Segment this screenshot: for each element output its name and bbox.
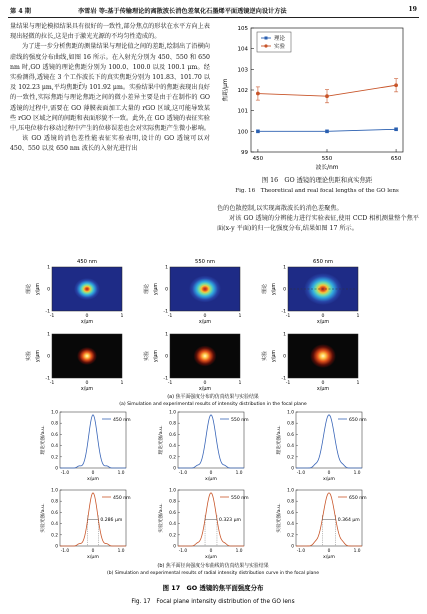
x-tick-label: 0 bbox=[85, 381, 89, 386]
y-axis-label: y/μm bbox=[36, 349, 41, 363]
data-point bbox=[394, 127, 398, 131]
x-axis-label: x/μm bbox=[87, 477, 99, 482]
y-tick-label: 0 bbox=[291, 544, 294, 550]
y-tick-label: 0.4 bbox=[169, 522, 176, 528]
y-tick-label: 0.8 bbox=[169, 499, 176, 505]
y-tick-label: 0.2 bbox=[287, 455, 294, 461]
y-tick-label: 0.4 bbox=[51, 522, 58, 528]
fig17-caption-en: Fig. 17 Focal plane intensity distribution of the GO lens bbox=[131, 599, 295, 605]
y-tick-label: 0.4 bbox=[169, 444, 176, 450]
y-axis-label: y/μm bbox=[272, 282, 277, 296]
row-label-experiment: 实验 bbox=[144, 350, 150, 362]
theory-focal-spot bbox=[189, 276, 221, 303]
experiment-focal-spot bbox=[194, 346, 217, 367]
x-tick-label: 450 bbox=[252, 156, 264, 162]
y-tick-label: -1 bbox=[163, 376, 168, 382]
body-text-left bbox=[10, 22, 210, 155]
y-tick-label: 102 bbox=[237, 88, 248, 94]
legend-label: 450 nm bbox=[113, 496, 131, 501]
x-tick-label: 0 bbox=[209, 549, 213, 554]
subcaption-b-cn: (b) 焦平面径向强度分布曲线的仿真结果与实验结果 bbox=[157, 563, 269, 569]
y-tick-label: 0.8 bbox=[287, 421, 294, 427]
data-point bbox=[325, 130, 329, 134]
x-axis-label: x/μm bbox=[323, 477, 335, 482]
y-axis-label-theory: 理论光强/a.u. bbox=[41, 425, 46, 455]
legend-label: 550 nm bbox=[231, 418, 249, 423]
y-tick-label: 0.6 bbox=[287, 432, 294, 438]
y-tick-label: 1.0 bbox=[51, 488, 58, 494]
y-tick-label: 105 bbox=[237, 26, 248, 32]
x-axis-label: x/μm bbox=[205, 477, 217, 482]
y-tick-label: 0.6 bbox=[169, 432, 176, 438]
legend-label: 理论 bbox=[274, 36, 286, 42]
y-tick-label: 0 bbox=[55, 544, 58, 550]
y-tick-label: 0.6 bbox=[51, 510, 58, 516]
y-tick-label: -1 bbox=[45, 376, 50, 382]
y-tick-label: 1.0 bbox=[169, 488, 176, 494]
x-axis-label: x/μm bbox=[80, 387, 94, 392]
x-tick-label: -1 bbox=[285, 314, 291, 319]
x-tick-label: 0 bbox=[321, 314, 325, 319]
x-axis-label: x/μm bbox=[323, 555, 335, 560]
paragraph: 该 GO 透镜的消色差性能表征实验表明,设计的 GO 透镜可以对 450、550 以及 650 nm 波长的入射光进行出 bbox=[10, 135, 210, 153]
x-tick-label: 1.0 bbox=[353, 549, 361, 554]
x-tick-label: 550 bbox=[321, 156, 333, 162]
fig16-caption-cn: 图 16 GO 透镜的理论焦距和真实焦距 bbox=[261, 177, 373, 184]
y-tick-label: 101 bbox=[237, 108, 248, 115]
y-tick-label: 0 bbox=[55, 466, 58, 472]
x-tick-label: 1 bbox=[238, 314, 242, 319]
fig17-caption-cn: 图 17 GO 透镜的焦平面强度分布 bbox=[162, 584, 264, 592]
x-tick-label: 0 bbox=[327, 549, 331, 554]
fwhm-label: 0.323 μm bbox=[218, 518, 241, 523]
legend-label: 实验 bbox=[274, 44, 286, 50]
legend-label: 650 nm bbox=[349, 496, 367, 501]
y-axis-label: y/μm bbox=[154, 349, 159, 363]
y-tick-label: 1.0 bbox=[169, 410, 176, 416]
legend-label: 550 nm bbox=[231, 496, 249, 501]
data-point bbox=[394, 83, 398, 87]
subcaption-b-en: (b) Simulation and experimental results of radial intensity distribution curve in the focal plane bbox=[107, 571, 319, 576]
y-tick-label: 0.4 bbox=[287, 522, 294, 528]
x-tick-label: 0 bbox=[327, 471, 331, 476]
subcaption-a-cn: (a) 焦平面强度分布的仿真结果与实验结果 bbox=[167, 394, 259, 400]
y-tick-label: 0 bbox=[165, 354, 168, 360]
x-axis-label: x/μm bbox=[87, 555, 99, 560]
x-tick-label: -1.0 bbox=[178, 471, 188, 476]
running-title: 李雪岩 等:基于传输理论的离散波长消色差氧化石墨烯平面透镜逆向设计方法 bbox=[78, 8, 287, 15]
y-tick-label: 0.8 bbox=[287, 499, 294, 505]
x-tick-label: 1.0 bbox=[235, 471, 243, 476]
y-tick-label: 0 bbox=[173, 466, 176, 472]
y-tick-label: 0 bbox=[283, 354, 286, 360]
wavelength-label: 450 nm bbox=[77, 259, 97, 265]
y-tick-label: -1 bbox=[45, 309, 50, 315]
x-tick-label: 0 bbox=[91, 549, 95, 554]
y-tick-label: 0 bbox=[173, 544, 176, 550]
y-tick-label: 0.2 bbox=[169, 533, 176, 539]
x-tick-label: 1 bbox=[356, 314, 360, 319]
x-tick-label: 650 bbox=[390, 156, 402, 162]
x-tick-label: 1.0 bbox=[117, 549, 125, 554]
x-axis-label: 波长/nm bbox=[315, 165, 339, 171]
data-point bbox=[325, 94, 329, 98]
x-tick-label: -1 bbox=[285, 381, 291, 386]
x-tick-label: -1.0 bbox=[178, 549, 188, 554]
y-tick-label: 0.2 bbox=[51, 533, 58, 539]
y-tick-label: 1 bbox=[165, 332, 168, 338]
y-tick-label: 0.6 bbox=[169, 510, 176, 516]
theory-focal-spot bbox=[74, 278, 100, 300]
row-label-experiment: 实验 bbox=[26, 350, 32, 362]
x-tick-label: 1 bbox=[238, 381, 242, 386]
y-tick-label: -1 bbox=[281, 376, 286, 382]
y-tick-label: 0 bbox=[165, 287, 168, 293]
y-tick-label: 1.0 bbox=[287, 410, 294, 416]
x-tick-label: 1 bbox=[120, 381, 124, 386]
paragraph: 对该 GO 透镜的分辨能力进行实验表征,使用 CCD 相机测量整个焦平面(x-y 平面)的归一化强度分布,结果如图 17 所示。 bbox=[217, 215, 419, 233]
legend-marker bbox=[265, 37, 268, 40]
y-tick-label: 1 bbox=[47, 265, 50, 271]
x-tick-label: -1.0 bbox=[296, 471, 306, 476]
x-tick-label: 0 bbox=[85, 314, 89, 319]
y-tick-label: 0.2 bbox=[169, 455, 176, 461]
x-tick-label: 0 bbox=[321, 381, 325, 386]
y-tick-label: 0 bbox=[291, 466, 294, 472]
x-tick-label: -1 bbox=[49, 314, 55, 319]
experiment-focal-spot bbox=[310, 344, 336, 368]
x-tick-label: -1.0 bbox=[60, 471, 70, 476]
y-axis-label-experiment: 实验光强/a.u. bbox=[41, 503, 46, 533]
y-tick-label: 0.6 bbox=[287, 510, 294, 516]
x-tick-label: 0 bbox=[203, 381, 207, 386]
x-tick-label: -1.0 bbox=[296, 549, 306, 554]
y-axis-label-experiment: 实验光强/a.u. bbox=[159, 503, 164, 533]
issue-number: 第 4 期 bbox=[10, 8, 31, 15]
row-label-experiment: 实验 bbox=[262, 350, 268, 362]
data-point bbox=[256, 130, 260, 134]
legend-marker bbox=[264, 44, 267, 47]
row-label-theory: 理论 bbox=[144, 283, 150, 295]
y-tick-label: 1.0 bbox=[287, 488, 294, 494]
y-axis-label: y/μm bbox=[272, 349, 277, 363]
paragraph: 量结果与理论模拟结果具有很好的一致性,部分焦点的形状在水平方向上表现出轻微的拉长,这是由于激光光源的不均匀性造成的。 bbox=[10, 23, 210, 41]
x-tick-label: 1.0 bbox=[235, 549, 243, 554]
x-tick-label: 0 bbox=[209, 471, 213, 476]
fwhm-label: 0.286 μm bbox=[100, 518, 123, 523]
x-tick-label: -1 bbox=[167, 314, 173, 319]
y-axis-label-theory: 理论光强/a.u. bbox=[277, 425, 282, 455]
x-axis-label: x/μm bbox=[198, 320, 212, 325]
legend-label: 650 nm bbox=[349, 418, 367, 423]
y-tick-label: 1 bbox=[165, 265, 168, 271]
x-axis-label: x/μm bbox=[198, 387, 212, 392]
x-tick-label: -1 bbox=[49, 381, 55, 386]
x-tick-label: 1 bbox=[356, 381, 360, 386]
data-point bbox=[256, 92, 260, 96]
y-axis-label: y/μm bbox=[36, 282, 41, 296]
y-tick-label: 1 bbox=[283, 332, 286, 338]
y-tick-label: 0.8 bbox=[51, 421, 58, 427]
y-tick-label: 0.8 bbox=[51, 499, 58, 505]
y-axis-label-theory: 理论光强/a.u. bbox=[159, 425, 164, 455]
y-tick-label: 0.4 bbox=[51, 444, 58, 450]
legend-label: 450 nm bbox=[113, 418, 131, 423]
paragraph: 色的色散控制,以实现离散波长的消色差聚焦。 bbox=[217, 205, 343, 212]
fig16-chart bbox=[215, 20, 419, 176]
y-tick-label: 0.4 bbox=[287, 444, 294, 450]
wavelength-label: 550 nm bbox=[195, 259, 215, 265]
y-axis-label: 焦距/μm bbox=[223, 78, 229, 102]
y-tick-label: 103 bbox=[237, 67, 248, 74]
header-rule bbox=[8, 17, 419, 18]
y-tick-label: 0 bbox=[47, 354, 50, 360]
row-label-theory: 理论 bbox=[26, 283, 32, 295]
y-tick-label: 0 bbox=[47, 287, 50, 293]
y-tick-label: -1 bbox=[163, 309, 168, 315]
x-axis-label: x/μm bbox=[316, 320, 330, 325]
x-axis-label: x/μm bbox=[316, 387, 330, 392]
paragraph: 为了进一步分析焦距的测量结果与理论值之间的差距,绘制出了沿横向虚线的强度分布曲线,如图 16 所示。在入射光分别为 450、550 和 650 nm 时,GO 透镜的理论焦距分别为 100.0、100.0 以及 100.1 μm。经实验测得,透镜在 3 个工作波长下的真实焦距分别为 101.83、101.70 以及 102.23 μm,平均焦距f̄为 101.92 μm。实验结果中的焦距表现出良好的一致性,实际焦距与理论焦距之间的微小差异主要是由于在制作的 GO 透镜的过程中,需要在 GO 薄膜表面加工大量的 rGO 区域,这可能导致某些 rGO 区域之间的间距和表面形貌不一致。此外,在 GO 透镜的表征实验中,压电位移台移动过程中产生的位移误差也会对实际焦距产生微小影响。 bbox=[10, 43, 210, 133]
experiment-focal-spot bbox=[77, 347, 97, 365]
y-tick-label: 0.2 bbox=[287, 533, 294, 539]
fwhm-label: 0.364 μm bbox=[337, 518, 360, 523]
y-axis-label: y/μm bbox=[154, 282, 159, 296]
x-axis-label: x/μm bbox=[80, 320, 94, 325]
y-tick-label: 104 bbox=[237, 46, 248, 53]
fig16-caption-en: Fig. 16 Theoretical and real focal lengths of the GO lens bbox=[235, 188, 399, 194]
y-tick-label: 0.6 bbox=[51, 432, 58, 438]
page-number: 19 bbox=[408, 6, 417, 13]
x-tick-label: 1.0 bbox=[353, 471, 361, 476]
x-tick-label: -1 bbox=[167, 381, 173, 386]
y-tick-label: 99 bbox=[241, 150, 248, 156]
wavelength-label: 650 nm bbox=[313, 259, 333, 265]
y-tick-label: 0 bbox=[283, 287, 286, 293]
x-tick-label: 0 bbox=[91, 471, 95, 476]
x-axis-label: x/μm bbox=[205, 555, 217, 560]
row-label-theory: 理论 bbox=[262, 283, 268, 295]
y-tick-label: 1 bbox=[283, 265, 286, 271]
x-tick-label: -1.0 bbox=[60, 549, 70, 554]
y-tick-label: 0.8 bbox=[169, 421, 176, 427]
x-tick-label: 1.0 bbox=[117, 471, 125, 476]
y-tick-label: 1.0 bbox=[51, 410, 58, 416]
x-tick-label: 0 bbox=[203, 314, 207, 319]
y-axis-label-experiment: 实验光强/a.u. bbox=[277, 503, 282, 533]
y-tick-label: 100 bbox=[237, 129, 248, 136]
body-text-right bbox=[217, 204, 419, 235]
fig17-figure bbox=[8, 256, 419, 612]
subcaption-a-en: (a) Simulation and experimental results of intensity distribution in the focal plane bbox=[119, 402, 307, 407]
y-tick-label: -1 bbox=[281, 309, 286, 315]
y-tick-label: 0.2 bbox=[51, 455, 58, 461]
y-tick-label: 1 bbox=[47, 332, 50, 338]
x-tick-label: 1 bbox=[120, 314, 124, 319]
